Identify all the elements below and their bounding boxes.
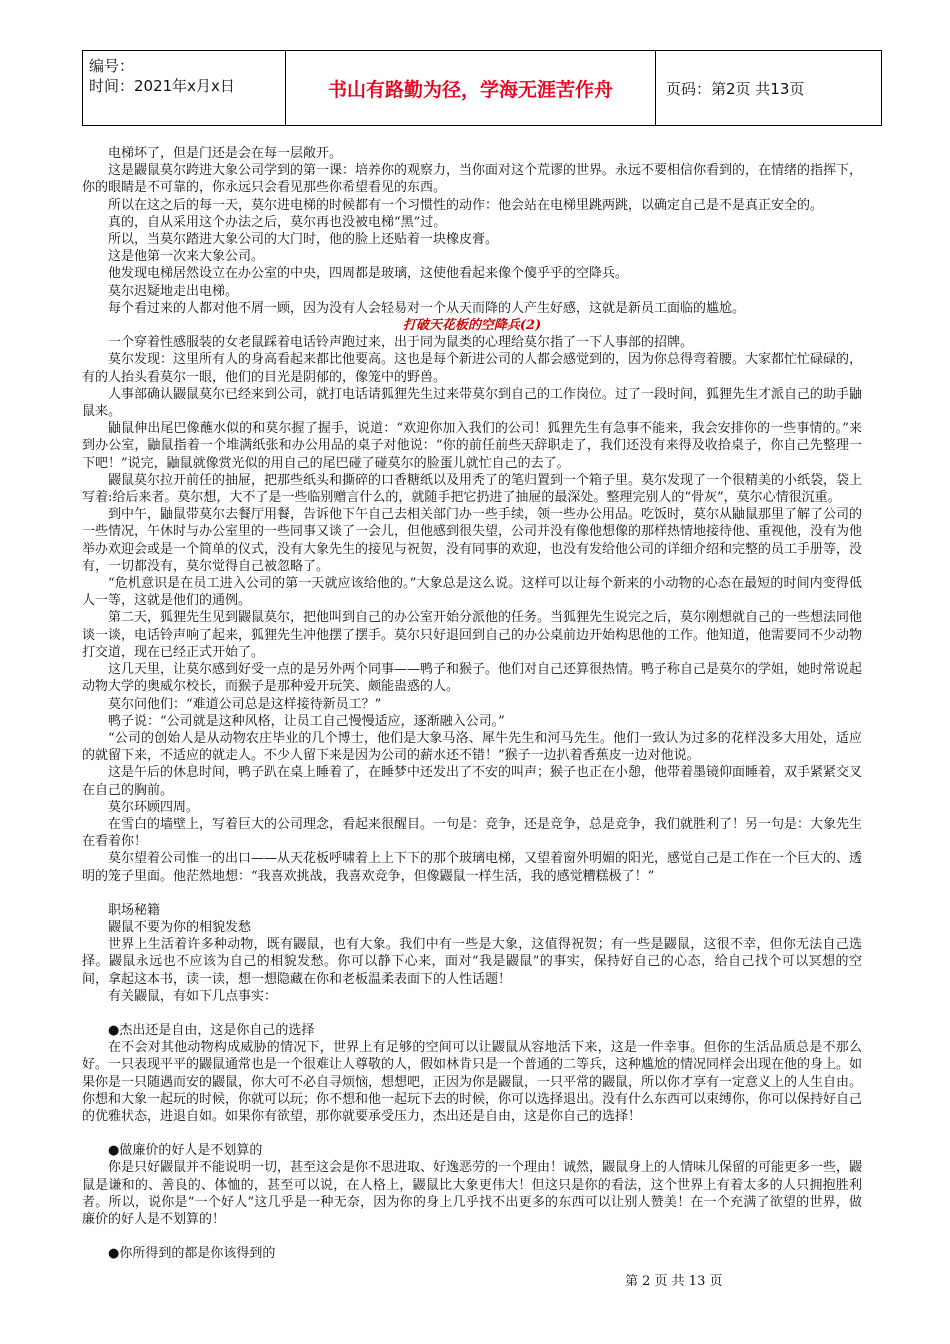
- paragraph: 莫尔望着公司惟一的出口——从天花板呼啸着上上下下的那个玻璃电梯，又望着窗外明媚的阳光，感觉自己是工作在一个巨大的、透明的笼子里面。他茫然地想：“我喜欢挑战，我喜欢竞争，但像鼹鼠一样生活，我的感觉糟糕极了！”: [82, 851, 863, 884]
- paragraph: 这是午后的休息时间，鸭子趴在桌上睡着了，在睡梦中还发出了不安的叫声；猴子也正在小憩，他带着墨镜仰面睡着，双手紧紧交叉在自己的胸前。: [82, 765, 863, 798]
- paragraph: 到中午，鼬鼠带莫尔去餐厅用餐，告诉他下午自己去相关部门办一些手续，领一些办公用品。吃饭时，莫尔从鼬鼠那里了解了公司的一些情况，午休时与办公室里的一些同事又谈了一会儿，但他感到很失望，公司并没有像他想像的那样热情地接待他、重视他，没有为他举办欢迎会或是一个简单的仪式，没有大象先生的接见与祝贺，没有同事的欢迎，也没有发给他公司的详细介绍和完整的员工手册等，没有，一切都没有，莫尔觉得自己被忽略了。: [82, 507, 863, 574]
- bullet-title: ●你所得到的都是你该得到的: [108, 1246, 276, 1262]
- paragraph: “危机意识是在员工进入公司的第一天就应该给他的。”大象总是这么说。这样可以让每个新来的小动物的心态在最短的时间内变得低人一等，这就是他们的通例。: [82, 576, 862, 609]
- paragraph: 鼬鼠伸出尾巴像蘸水似的和莫尔握了握手，说道：“欢迎你加入我们的公司！狐狸先生有急事不能来，我会安排你的一些事情的。”来到办公室，鼬鼠指着一个堆满纸张和办公用品的桌子对他说：“你的前任前些天辞职走了，我们还没有来得及收拾桌子，你自己先整理一下吧！”说完，鼬鼠就像赏光似的用自己的尾巴碰了碰莫尔的脸蛋儿就忙自己的去了。: [82, 421, 862, 471]
- page-indicator: 页码：第2页 共13页: [666, 79, 805, 98]
- paragraph: 这几天里，让莫尔感到好受一点的是另外两个同事——鸭子和猴子。他们对自己还算很热情。鸭子称自己是莫尔的学姐，她时常说起动物大学的奥威尔校长，而猴子是那种爱开玩笑、颇能蛊惑的人。: [82, 662, 863, 695]
- paragraph: 所以，当莫尔踏进大象公司的大门时，他的脸上还贴着一块橡皮膏。: [108, 232, 499, 248]
- time-label: 时间：2021年x月x日: [89, 77, 235, 95]
- story-part-2: [82, 334, 862, 885]
- paragraph: 鸭子说：“公司就是这种风格，让员工自己慢慢适应，逐渐融入公司。”: [108, 713, 505, 729]
- paragraph: 莫尔迟疑地走出电梯。: [108, 283, 239, 299]
- spacer: [82, 1005, 862, 1022]
- paragraph: 电梯坏了，但是门还是会在每一层敞开。: [108, 146, 343, 161]
- paragraph: 真的，自从采用这个办法之后，莫尔再也没被电梯“黑”过。: [108, 214, 447, 230]
- secrets-heading: 职场秘籍: [108, 902, 161, 918]
- header-info: [83, 51, 286, 125]
- paragraph: 世界上生活着许多种动物，既有鼹鼠，也有大象。我们中有一些是大象，这值得祝贺；有一些是鼹鼠，这很不幸，但你无法自己选择。鼹鼠永远也不应该为自己的相貌发愁。你可以静下心来，面对“我是鼹鼠”的事实，保持好自己的心态，给自己找个可以冥想的空间，拿起这本书，读一读，想一想隐藏在你和老板温柔表面下的人性话题！: [82, 937, 862, 987]
- paragraph: 这是他第一次来大象公司。: [108, 249, 265, 265]
- paragraph: 有关鼹鼠，有如下几点事实：: [108, 988, 278, 1004]
- spacer: [82, 1125, 862, 1142]
- paragraph: 第二天，狐狸先生见到鼹鼠莫尔，把他叫到自己的办公室开始分派他的任务。当狐狸先生说完之后，莫尔刚想就自己的一些想法同他谈一谈，电话铃声响了起来，狐狸先生冲他摆了摆手。莫尔只好退回到自己的办公桌前边开始构思他的工作。他知道，他需要同不少动物打交道，现在已经正式开始了。: [82, 610, 863, 660]
- paragraph: 莫尔环顾四周。: [108, 799, 200, 815]
- bullet-text: 你是只好鼹鼠并不能说明一切，甚至这会是你不思进取、好逸恶劳的一个理由！诚然，鼹鼠身上的人情味儿保留的可能更多一些，鼹鼠是谦和的、善良的、体恤的，甚至可以说，在人格上，鼹鼠比大象更伟大！但这只是你的看法，这个世界上有着太多的人只拥抱胜利者。所以，说你是“一个好人”这几乎是一种无奈，因为你的身上几乎找不出更多的东西可以让别人赞美！在一个充满了欲望的世界，做廉价的好人是不划算的！: [82, 1160, 863, 1227]
- secrets-paragraphs: [82, 936, 862, 1005]
- number-label: 编号：: [89, 57, 135, 75]
- paragraph: 这是鼹鼠莫尔跨进大象公司学到的第一课：培养你的观察力，当你面对这个荒谬的世界。永远不要相信你看到的，在情绪的指挥下，你的眼睛是不可靠的，你永远只会看见那些你希望看见的东西。: [82, 163, 863, 196]
- secrets-subheading: 鼹鼠不要为你的相貌发愁: [108, 919, 252, 935]
- story-part-1: [82, 145, 862, 317]
- document-body: [82, 145, 862, 1262]
- bullet-title: ●做廉价的好人是不划算的: [108, 1143, 263, 1159]
- paragraph: 所以在这之后的每一天，莫尔进电梯的时候都有一个习惯性的动作：他会站在电梯里跳两跳，以确定自己是不是真正安全的。: [108, 197, 824, 213]
- spacer: [82, 885, 862, 902]
- page-footer: 第 2 页 共 13 页: [625, 1274, 723, 1289]
- section-title: 打破天花板的空降兵(2): [402, 318, 542, 334]
- paragraph: 莫尔发现：这里所有人的身高看起来都比他要高。这也是每个新进公司的人都会感觉到的，因为你总得弯着腰。大家都忙忙碌碌的，有的人抬头看莫尔一眼，他们的目光是阴郁的，像笼中的野兽。: [82, 352, 863, 385]
- paragraph: “公司的创始人是从动物农庄毕业的几个博士，他们是大象马洛、犀牛先生和河马先生。他们一致认为过多的花样没多大用处，适应的就留下来，不适应的就走人。不少人留下来是因为公司的薪水还不错！”猴子一边扒着香蕉皮一边对他说。: [82, 730, 862, 764]
- bullet-text: 在不会对其他动物构成威胁的情况下，世界上有足够的空间可以让鼹鼠从容地活下来，这是一件幸事。但你的生活品质总是不那么好。一只表现平平的鼹鼠通常也是一个很难让人尊敬的人，假如林肯只是一个普通的二等兵，这种尴尬的情况同样会出现在他的身上。如果你是一只随遇而安的鼹鼠，你大可不必自寻烦恼，想想吧，正因为你是鼹鼠，一只平常的鼹鼠，所以你才享有一定意义上的人生自由。你想和大象一起玩的时候，你就可以玩；你不想和他一起玩下去的时候，你可以选择退出。没有什么东西可以束缚你，你可以保持好自己的优雅状态，进退自如。如果你有欲望，那你就要承受压力，杰出还是自由，这是你自己的选择！: [82, 1040, 863, 1124]
- bullet-title: ●杰出还是自由，这是你自己的选择: [108, 1022, 315, 1038]
- paragraph: 在雪白的墙壁上，写着巨大的公司理念，看起来很醒目。一句是：竞争，还是竞争，总是竞争，我们就胜利了！另一句是：大象先生在看着你！: [82, 816, 863, 850]
- spacer: [82, 1228, 862, 1245]
- paragraph: 他发现电梯居然设立在办公室的中央，四周都是玻璃，这使他看起来像个傻乎乎的空降兵。: [108, 266, 629, 282]
- header-motto: 书山有路勤为径，学海无涯苦作舟: [286, 51, 656, 125]
- paragraph: 鼹鼠莫尔拉开前任的抽屉，把那些纸头和撕碎的口香糖纸以及用秃了的笔归置到一个箱子里。莫尔发现了一个很精美的小纸袋，袋上写着:给后来者。莫尔想，大不了是一些临别赠言什么的，就随手把它扔进了抽屉的最深处。整理完别人的“骨灰”，莫尔心情很沉重。: [82, 472, 863, 506]
- paragraph: 一个穿着性感服装的女老鼠踩着电话铃声跑过来，出于同为鼠类的心理给莫尔指了一下人事部的招牌。: [108, 335, 694, 351]
- paragraph: 莫尔问他们：“难道公司总是这样接待新员工？”: [108, 696, 382, 712]
- page-header: [82, 50, 882, 126]
- paragraph: 每个看过来的人都对他不屑一顾，因为没有人会轻易对一个从天而降的人产生好感，这就是新员工面临的尴尬。: [108, 300, 746, 316]
- paragraph: 人事部确认鼹鼠莫尔已经来到公司，就打电话请狐狸先生过来带莫尔到自己的工作岗位。过了一段时间，狐狸先生才派自己的助手鼬鼠来。: [82, 386, 863, 420]
- bullet-sections: [82, 1005, 862, 1262]
